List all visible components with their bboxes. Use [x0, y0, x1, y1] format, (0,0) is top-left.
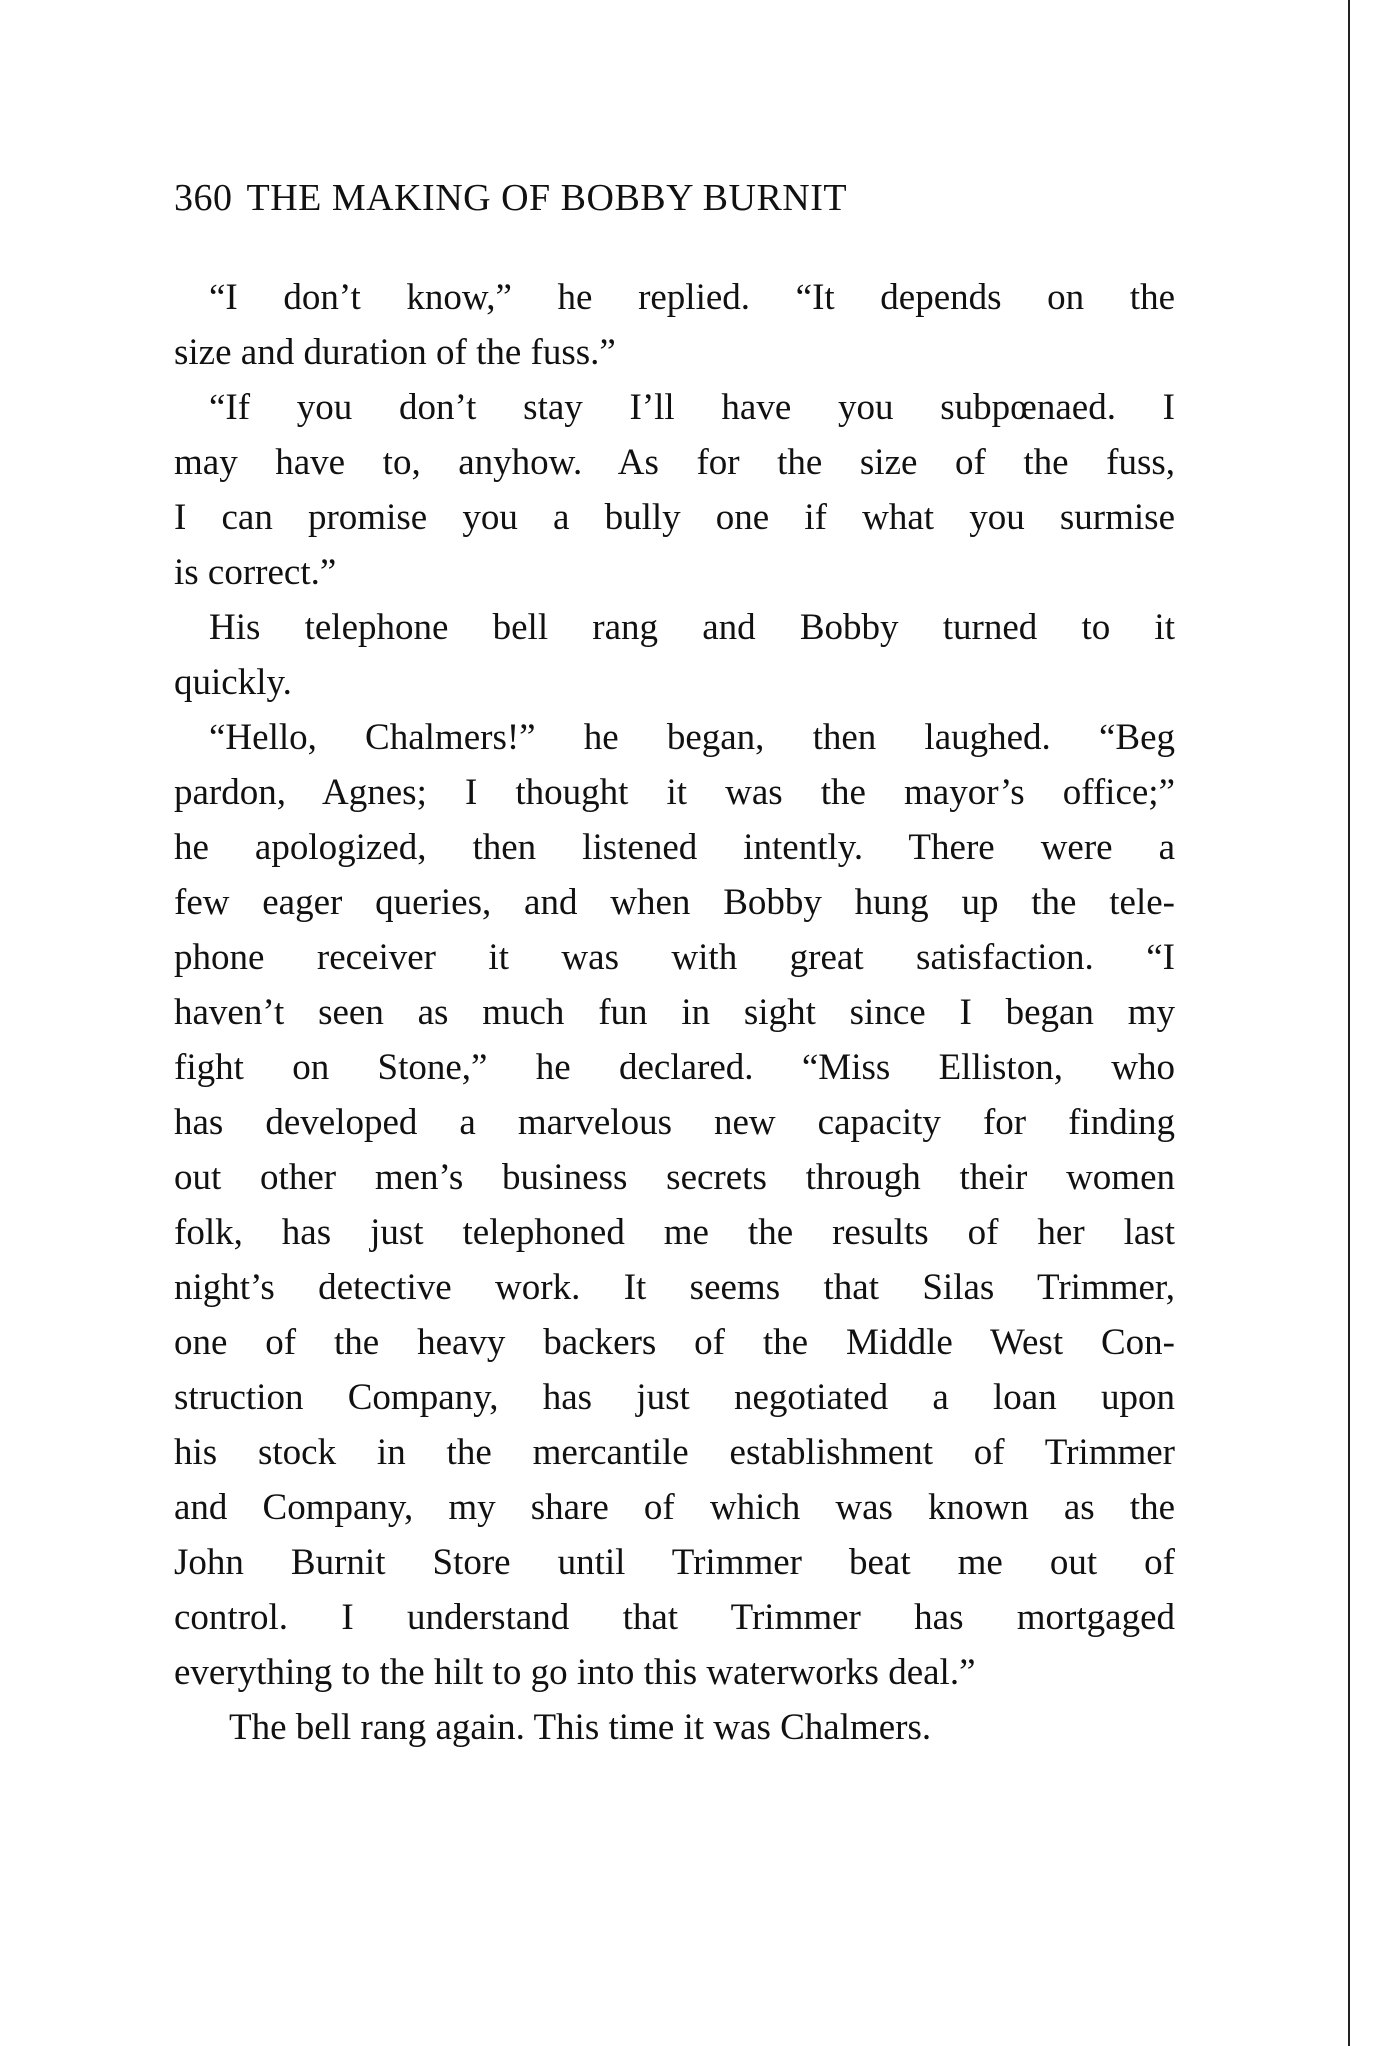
text-line: The bell rang again. This time it was Chalmers. [229, 1707, 932, 1748]
text-line: few eager queries, and when Bobby hung up the tele- [174, 882, 1175, 923]
page-edge-line [1348, 0, 1350, 2046]
text-line: John Burnit Store until Trimmer beat me out of [174, 1542, 1175, 1583]
text-line: and Company, my share of which was known as the [174, 1487, 1175, 1528]
text-line: “I don’t know,” he replied. “It depends on the [209, 277, 1175, 318]
text-line: haven’t seen as much fun in sight since I began my [174, 992, 1175, 1033]
text-line: out other men’s business secrets through their women [174, 1157, 1175, 1198]
running-title: THE MAKING OF BOBBY BURNIT [246, 177, 848, 219]
text-line: control. I understand that Trimmer has mortgaged [174, 1597, 1175, 1638]
text-line: one of the heavy backers of the Middle West Con- [174, 1322, 1175, 1363]
text-line: I can promise you a bully one if what you surmise [174, 497, 1175, 538]
text-line: everything to the hilt to go into this waterworks deal.” [174, 1652, 976, 1693]
paragraph [174, 600, 1175, 710]
text-line: His telephone bell rang and Bobby turned to it [209, 607, 1175, 648]
paragraph [174, 270, 1175, 380]
text-line: fight on Stone,” he declared. “Miss Elliston, who [174, 1047, 1175, 1088]
paragraph [174, 380, 1175, 600]
text-line: he apologized, then listened intently. There were a [174, 827, 1175, 868]
text-line: has developed a marvelous new capacity for finding [174, 1102, 1175, 1143]
text-line: night’s detective work. It seems that Silas Trimmer, [174, 1267, 1175, 1308]
text-line: pardon, Agnes; I thought it was the mayor’s office;” [174, 772, 1175, 813]
text-line: phone receiver it was with great satisfaction. “I [174, 937, 1175, 978]
text-line: is correct.” [174, 552, 337, 593]
page-body-text [174, 270, 1175, 1755]
text-line: his stock in the mercantile establishment of Trimmer [174, 1432, 1175, 1473]
text-line: “If you don’t stay I’ll have you subpœnaed. I [209, 387, 1175, 428]
text-line: quickly. [174, 662, 292, 703]
running-header [174, 176, 1174, 220]
paragraph [174, 1700, 1175, 1755]
text-line: folk, has just telephoned me the results of her last [174, 1212, 1175, 1253]
text-line: “Hello, Chalmers!” he began, then laughed. “Beg [209, 717, 1175, 758]
text-line: may have to, anyhow. As for the size of the fuss, [174, 442, 1175, 483]
text-line: size and duration of the fuss.” [174, 332, 616, 373]
page-number: 360 [174, 177, 233, 219]
paragraph [174, 710, 1175, 1700]
text-line: struction Company, has just negotiated a loan upon [174, 1377, 1175, 1418]
